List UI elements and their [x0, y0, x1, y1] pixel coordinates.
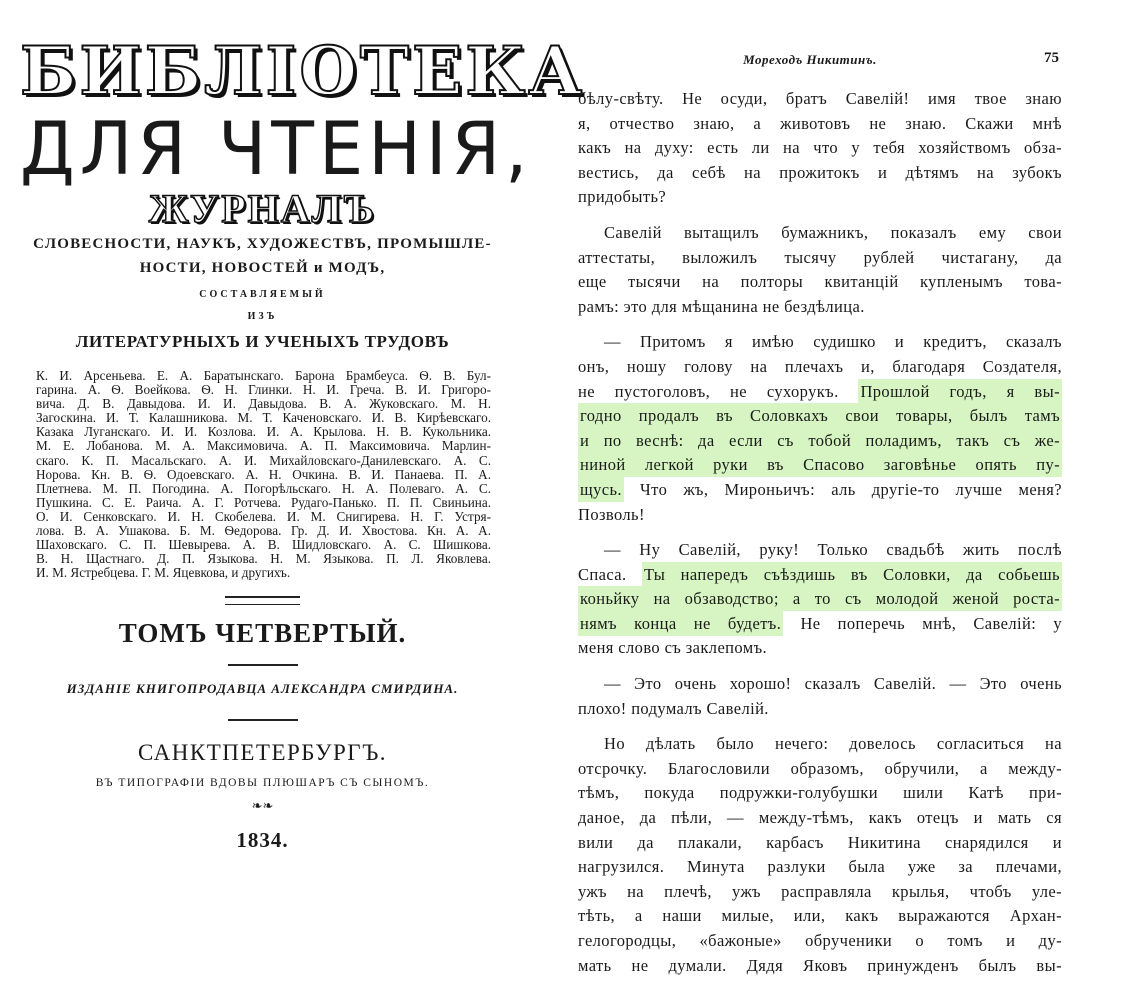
- highlighted-text: ниной легкой руки въ Спасово заговѣнье опять пу-: [578, 452, 1062, 477]
- text-line: [578, 87, 1062, 112]
- highlighted-text: годно продалъ въ Соловкахъ свои товары, былъ тамъ: [578, 403, 1062, 428]
- text-line: [578, 221, 1062, 246]
- magazine-title-line2: ДЛЯ ЧТЕНІЯ,: [20, 105, 533, 193]
- text-line: [578, 538, 1062, 563]
- paragraph: [578, 330, 1062, 527]
- ornament-icon: ❧❧: [251, 798, 274, 813]
- text-page: [560, 0, 1140, 975]
- contributors-line: В. Н. Щастнаго. Д. П. Языкова. Н. М. Языкова. П. Л. Яковлева.: [36, 551, 491, 567]
- contributors-line: Казака Луганскаго. И. И. Козлова. И. А. Крылова. Н. В. Кукольника.: [36, 424, 491, 440]
- text-segment: нагрузился. Минута разлуки была уже за плечами,: [578, 857, 1062, 877]
- text-segment: тѣть, а наши милые, или, какъ выражаются Архан-: [578, 906, 1062, 926]
- from-label: ИЗЪ: [247, 311, 278, 322]
- text-line: [578, 136, 1062, 161]
- text-segment: — Это очень хорошо! сказалъ Савелій. — Это очень: [604, 674, 1062, 694]
- text-line: [578, 161, 1062, 186]
- rule-divider: [228, 719, 298, 721]
- highlighted-text: коньйку на обзаводство; а то съ молодой женой роста-: [578, 586, 1062, 611]
- text-segment: Не поперечь мнѣ, Савелій: у: [783, 613, 1063, 633]
- contributors-line: Шаховскаго. С. П. Шевырева. А. В. Шидловскаго. А. С. Шишкова.: [36, 537, 491, 553]
- highlighted-text: Ты напередъ съѣздишь въ Соловки, да собьешь: [642, 562, 1062, 587]
- works-heading: ЛИТЕРАТУРНЫХЪ И УЧЕНЫХЪ ТРУДОВЪ: [75, 332, 450, 351]
- contributors-line: гарина. А. Ѳ. Воейкова. Ѳ. Н. Глинки. Н. И. Греча. В. И. Григоро-: [36, 382, 491, 398]
- text-line: [578, 781, 1062, 806]
- journal-label: ЖУРНАЛЪ: [148, 186, 377, 231]
- compiled-label: СОСТАВЛЯЕМЫЙ: [199, 289, 326, 300]
- text-line: [578, 831, 1062, 856]
- paragraph: [578, 732, 1062, 978]
- subtitle-line-2: НОСТИ, НОВОСТЕЙ и МОДЪ,: [139, 260, 386, 276]
- text-segment: мать не думали. Дядя Яковъ принужденъ былъ вы-: [578, 955, 1062, 975]
- contributors-line: вича. Д. В. Давыдова. И. И. Давыдова. В. А. Жуковскаго. М. Н.: [36, 396, 491, 412]
- text-segment: Позволь!: [578, 504, 645, 524]
- contributors-line: Норова. Кн. В. Ѳ. Одоевскаго. А. Н. Очкина. В. И. Панаева. П. А.: [36, 466, 491, 482]
- text-segment: какъ на духу: есть ли на что у тебя хозяйствомъ обза-: [578, 138, 1062, 158]
- text-line: [578, 246, 1062, 271]
- running-head: Мореходъ Никитинъ.: [743, 52, 877, 67]
- text-segment: плохо! подумалъ Савелій.: [578, 698, 769, 718]
- text-segment: гелогородцы, «бажоные» обрученики о томъ и ду-: [578, 931, 1062, 950]
- text-segment: — Притомъ я имѣю судишко и кредитъ, сказалъ: [604, 332, 1062, 352]
- contributors-list: [36, 369, 491, 580]
- text-line: [578, 697, 1062, 722]
- text-segment: рамъ: это для мѣщанина не бездѣлица.: [578, 296, 865, 316]
- contributors-line: лова. В. А. Ушакова. Б. М. Ѳедорова. Гр. Д. И. Хвостова. Кн. А. А.: [36, 523, 491, 539]
- paragraph: [578, 538, 1062, 661]
- ornament-divider: [225, 596, 300, 605]
- text-line: [578, 904, 1062, 929]
- highlighted-text: щусь.: [578, 477, 624, 502]
- text-segment: онъ, ношу голову на плечахъ и, благодаря Создателя,: [578, 356, 1062, 376]
- publisher-line: ИЗДАНІЕ КНИГОПРОДАВЦА АЛЕКСАНДРА СМИРДИНА.: [66, 681, 459, 696]
- contributors-line: И. М. Ястребцева. Г. М. Яцевкова, и другихъ.: [36, 565, 291, 581]
- paragraph: [578, 672, 1062, 721]
- text-segment: аттестаты, выложилъ тысячу рублей чистагану, да: [578, 247, 1062, 267]
- title-page: [0, 0, 586, 940]
- text-line: [578, 672, 1062, 697]
- contributors-line: скаго. К. П. Масальскаго. А. И. Михайловскаго-Данилевскаго. А. С.: [36, 452, 491, 468]
- contributors-line: Плетнева. М. П. Погодина. А. Погорѣльскаго. Н. А. Полеваго. А. С.: [36, 480, 491, 496]
- highlighted-text: Прошлой годъ, я вы-: [858, 379, 1062, 404]
- contributors-line: М. Е. Лобанова. М. А. Максимовича. А. П. Максимовича. Марлин-: [36, 438, 491, 454]
- rule-divider: [228, 664, 298, 666]
- text-line: [578, 270, 1062, 295]
- text-line: [578, 563, 1062, 588]
- text-line: [578, 478, 1062, 503]
- text-line: [578, 355, 1062, 380]
- text-segment: Савелій вытащилъ бумажникъ, показалъ ему свои: [604, 222, 1062, 242]
- text-segment: придобыть?: [578, 187, 667, 207]
- contributors-line: Загоскина. И. Т. Калашникова. М. Т. Каченовскаго. И. В. Кирѣевскаго.: [36, 410, 491, 426]
- text-line: [578, 404, 1062, 429]
- text-segment: я, отчество знаю, а животовъ не знаю. Скажи мнѣ: [578, 113, 1062, 133]
- printer-line: ВЪ ТИПОГРАФІИ ВДОВЫ ПЛЮШАРЪ СЪ СЫНОМЪ.: [95, 777, 430, 789]
- text-segment: Но дѣлать было нечего: довелось согласиться на: [604, 734, 1062, 754]
- contributors-line: О. И. Сенковскаго. И. Н. Скобелева. И. М. Снигирева. Н. Г. Устря-: [36, 508, 491, 524]
- text-line: [578, 636, 1062, 661]
- text-line: [578, 453, 1062, 478]
- text-segment: Что жъ, Мироньичъ: аль другіе-то лучше меня?: [623, 479, 1062, 499]
- highlighted-text: и по веснѣ: да если съ тобой поладимъ, такъ съ же-: [578, 428, 1062, 453]
- text-line: [578, 185, 1062, 210]
- text-segment: вили да плакали, карбасъ Никитина снарядился и: [578, 832, 1062, 852]
- text-line: [578, 612, 1062, 637]
- text-segment: тѣмъ, покуда подружки-голубушки шили Катѣ при-: [578, 783, 1062, 803]
- text-segment: вестись, да себѣ на прожитокъ и дѣтямъ на зубокъ: [578, 162, 1062, 182]
- text-segment: бѣлу-свѣту. Не осуди, братъ Савелій! имя твое знаю: [578, 89, 1062, 108]
- subtitle-line-1: СЛОВЕСНОСТИ, НАУКЪ, ХУДОЖЕСТВЪ, ПРОМЫШЛЕ-: [33, 236, 492, 252]
- text-segment: меня слово съ заклепомъ.: [578, 638, 768, 658]
- text-segment: даное, да пѣли, — между-тѣмъ, какъ отецъ и мать ся: [578, 808, 1062, 828]
- text-line: [578, 806, 1062, 831]
- contributors-line: К. И. Арсеньева. Е. А. Баратынскаго. Барона Брамбеуса. Ѳ. В. Бул-: [36, 368, 491, 383]
- text-line: [578, 757, 1062, 782]
- page-number: 75: [1044, 50, 1059, 66]
- text-line: [578, 855, 1062, 880]
- text-line: [578, 587, 1062, 612]
- paragraph: [578, 221, 1062, 319]
- text-segment: — Ну Савелій, руку! Только свадьбѣ жить послѣ: [604, 540, 1062, 560]
- text-line: [578, 929, 1062, 954]
- text-line: [578, 330, 1062, 355]
- text-line: [578, 380, 1062, 405]
- text-line: [578, 429, 1062, 454]
- text-line: [578, 503, 1062, 528]
- contributors-line: Пушкина. С. Е. Раича. А. Г. Ротчева. Рудаго-Панько. П. П. Свиньина.: [36, 494, 491, 510]
- paragraph: [578, 87, 1062, 210]
- text-line: [578, 880, 1062, 905]
- highlighted-text: нямъ конца не будетъ.: [578, 611, 783, 636]
- volume-label: ТОМЪ ЧЕТВЕРТЫЙ.: [118, 618, 407, 648]
- text-line: [578, 732, 1062, 757]
- text-segment: не пустоголовъ, не сухорукъ.: [578, 381, 859, 401]
- magazine-title: БИБЛІОТЕКА: [20, 32, 586, 110]
- text-segment: еще тысячи на полторы квитанцій купленымъ това-: [578, 272, 1062, 292]
- text-line: [578, 954, 1062, 979]
- text-line: [578, 295, 1062, 320]
- text-segment: ужъ на плечѣ, ужъ расправляла крылья, чтобъ уле-: [578, 881, 1062, 901]
- text-line: [578, 112, 1062, 137]
- publication-year: 1834.: [236, 828, 289, 852]
- city-label: САНКТПЕТЕРБУРГЪ.: [137, 740, 388, 765]
- page-body: [578, 87, 1062, 989]
- text-segment: отсрочку. Благословили образомъ, обручили, а между-: [578, 758, 1062, 778]
- text-segment: Спаса.: [578, 564, 643, 584]
